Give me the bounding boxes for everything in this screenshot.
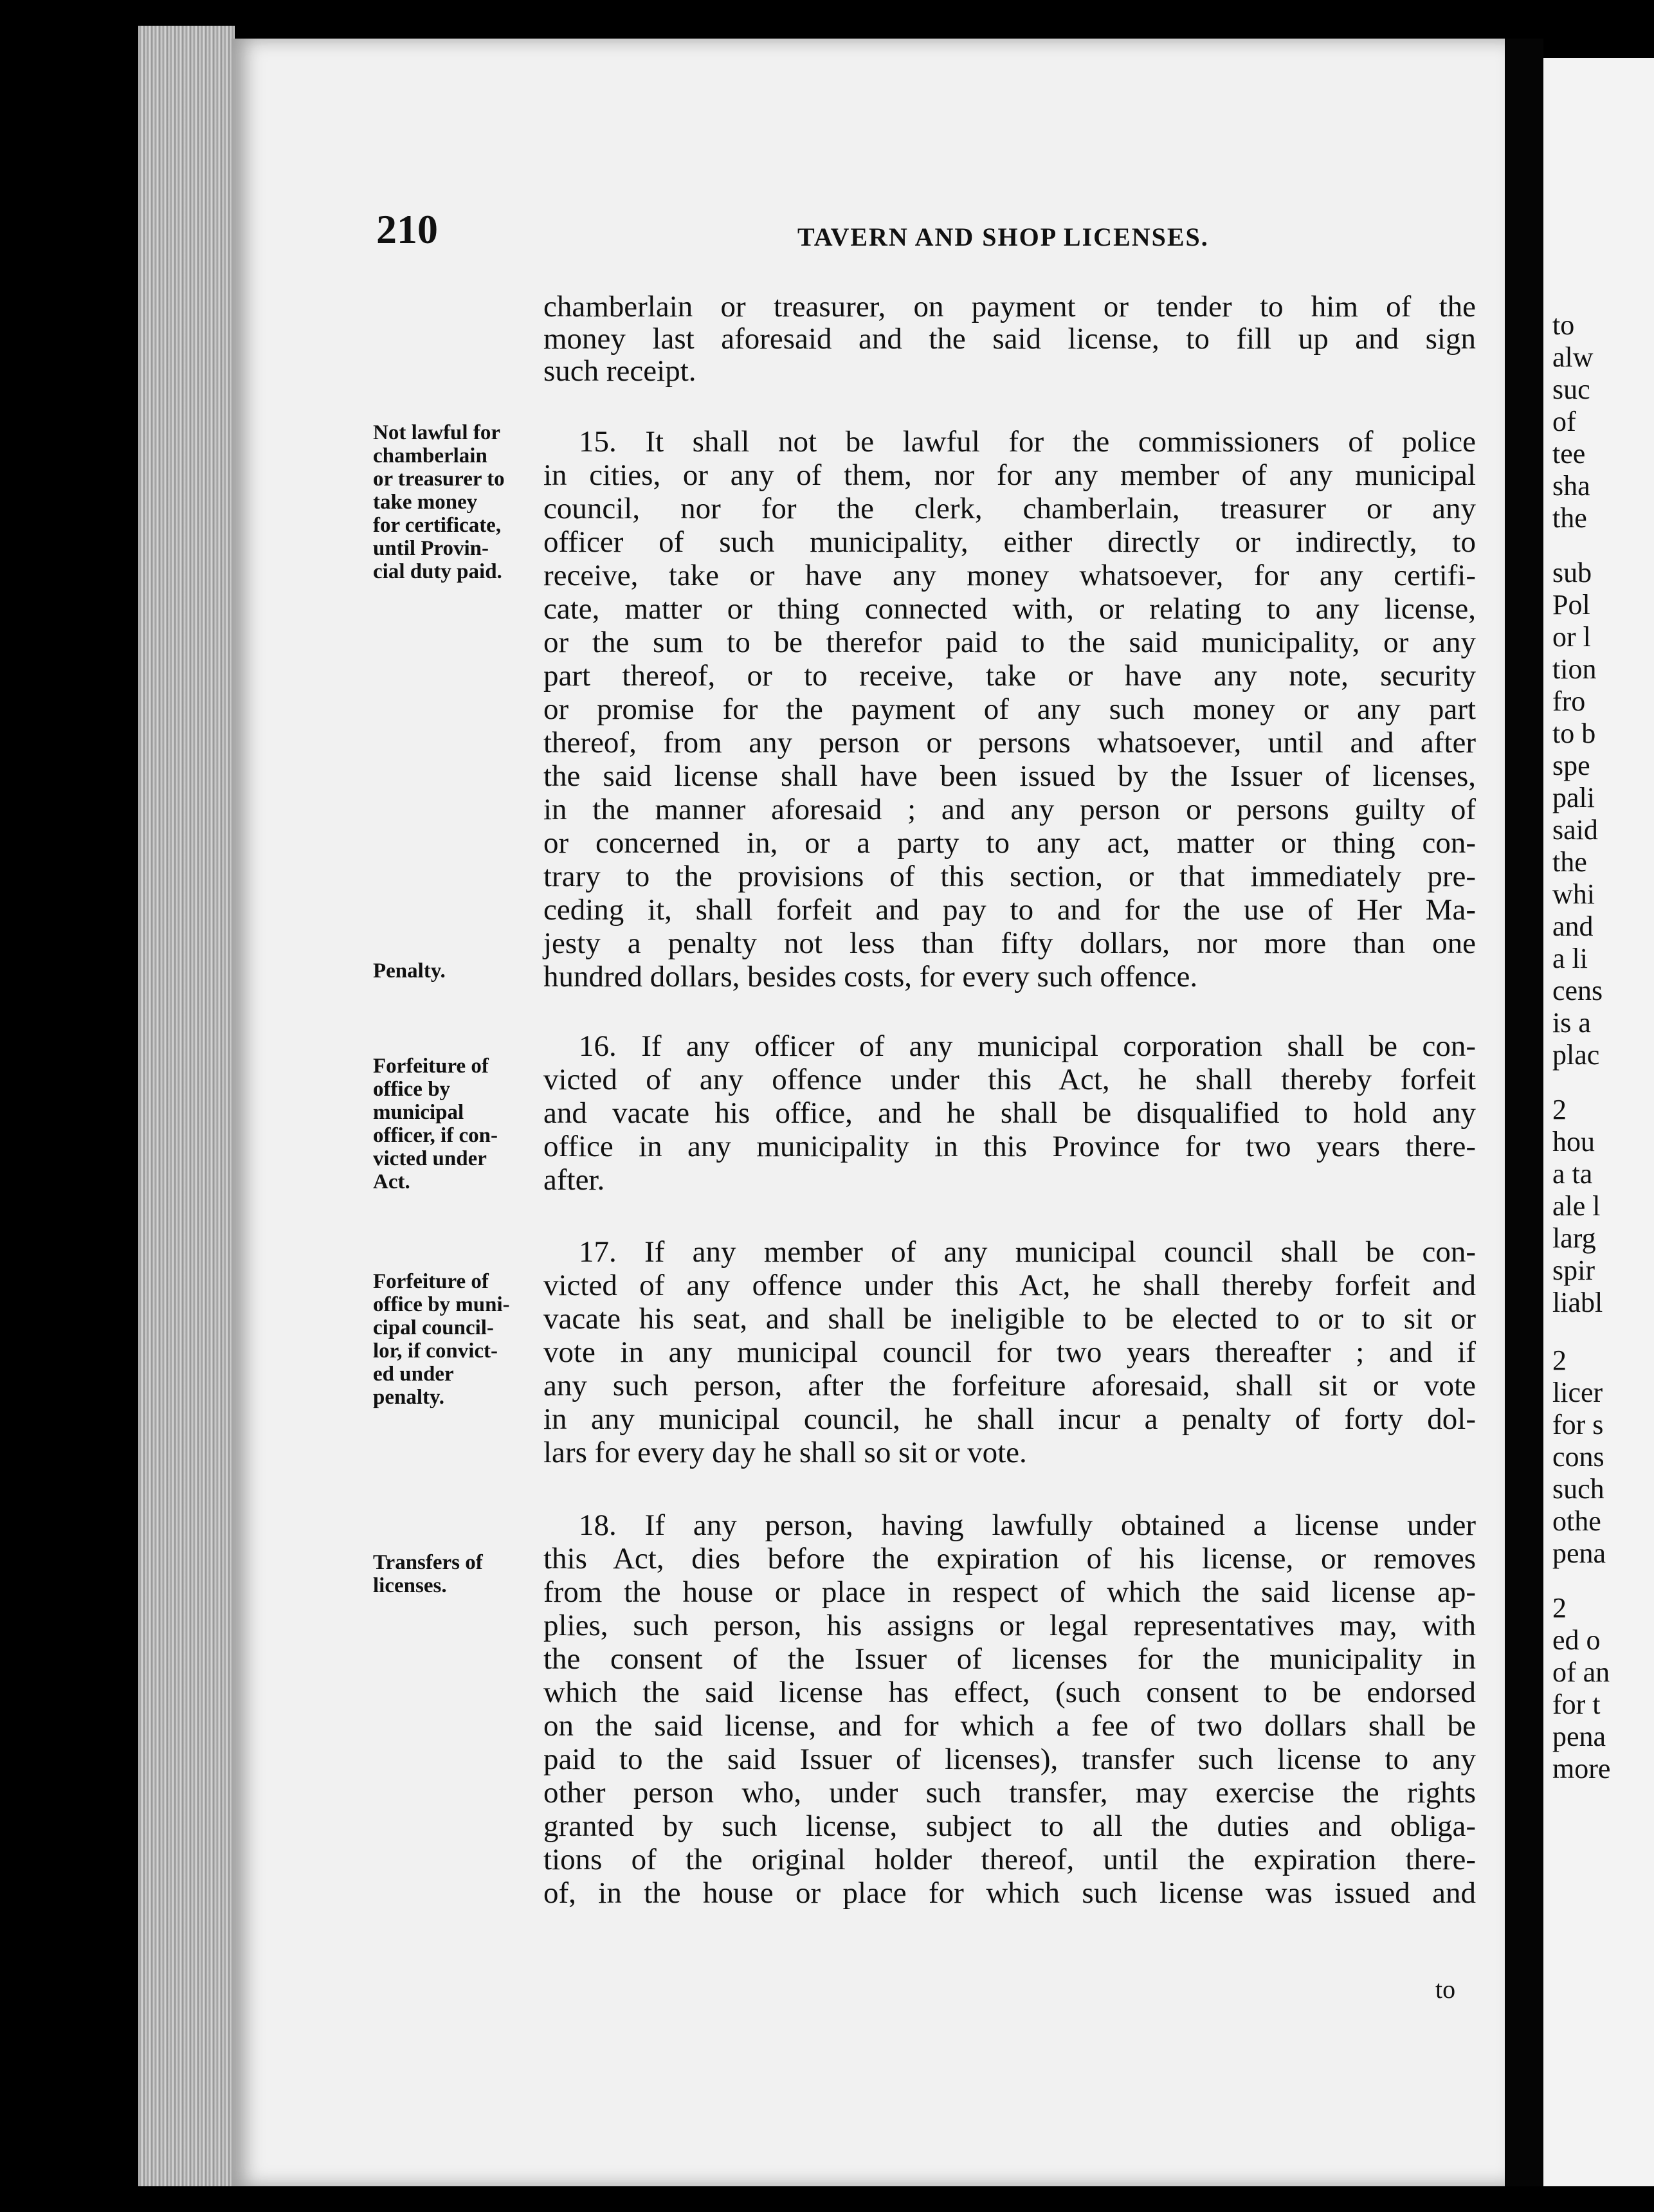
facing-page-text: hou xyxy=(1552,1126,1595,1157)
facing-page-fragment xyxy=(1543,58,1654,2186)
text-line: from the house or place in respect of which the said license ap- xyxy=(543,1575,1476,1609)
facing-page-text: and xyxy=(1552,911,1594,942)
side-note-forfeiture-officer: Forfeiture of office by municipal officer, if con- victed under Act. xyxy=(373,1055,498,1193)
text-line: plies, such person, his assigns or legal representatives may, with xyxy=(543,1609,1476,1642)
text-line: part thereof, or to receive, take or have any note, security xyxy=(543,659,1476,693)
text-line: vote in any municipal council for two years thereafter ; and if xyxy=(543,1336,1476,1369)
facing-page-text: pena xyxy=(1552,1721,1606,1752)
facing-page-text: for s xyxy=(1552,1409,1604,1440)
facing-page-text: spe xyxy=(1552,750,1590,781)
facing-page-text: 2 xyxy=(1552,1345,1567,1376)
facing-page-text: or l xyxy=(1552,621,1591,653)
facing-page-text: fro xyxy=(1552,685,1586,717)
facing-page-text: 2 xyxy=(1552,1592,1567,1624)
facing-page-text: Pol xyxy=(1552,589,1590,621)
facing-page-text: of an xyxy=(1552,1656,1610,1688)
facing-page-text: suc xyxy=(1552,374,1590,405)
text-line: or promise for the payment of any such money or any part xyxy=(543,693,1476,726)
text-line: other person who, under such transfer, may exercise the rights xyxy=(543,1776,1476,1809)
text-line: council, nor for the clerk, chamberlain, treasurer or any xyxy=(543,492,1476,525)
text-line: cate, matter or thing connected with, or relating to any license, xyxy=(543,592,1476,626)
text-line: 16. If any officer of any municipal corporation shall be con- xyxy=(579,1029,1476,1063)
facing-page-text: tee xyxy=(1552,438,1586,469)
text-line: in the manner aforesaid ; and any person or persons guilty of xyxy=(543,793,1476,826)
text-line: chamberlain or treasurer, on payment or tender to him of the xyxy=(543,290,1476,323)
facing-page-text: sub xyxy=(1552,557,1592,588)
facing-page-text: is a xyxy=(1552,1007,1591,1038)
facing-page-text: othe xyxy=(1552,1505,1601,1537)
text-line: which the said license has effect, (such consent to be endorsed xyxy=(543,1676,1476,1709)
text-line: the consent of the Issuer of licenses for the municipality in xyxy=(543,1642,1476,1676)
facing-page-text: ale l xyxy=(1552,1190,1601,1222)
text-line: 17. If any member of any municipal council shall be con- xyxy=(579,1235,1476,1269)
text-line: or concerned in, or a party to any act, matter or thing con- xyxy=(543,826,1476,860)
text-line: receive, take or have any money whatsoever, for any certifi- xyxy=(543,559,1476,592)
facing-page-text: spir xyxy=(1552,1255,1595,1286)
text-line: or the sum to be therefor paid to the said municipality, or any xyxy=(543,626,1476,659)
text-line: and vacate his office, and he shall be disqualified to hold any xyxy=(543,1096,1476,1130)
facing-page-text: cens xyxy=(1552,975,1603,1006)
facing-page-text: cons xyxy=(1552,1441,1604,1473)
facing-page-text: such xyxy=(1552,1473,1604,1505)
facing-page-text: more xyxy=(1552,1753,1611,1784)
text-line: in cities, or any of them, nor for any member of any municipal xyxy=(543,458,1476,492)
text-line: tions of the original holder thereof, until the expiration there- xyxy=(543,1843,1476,1876)
side-note-penalty: Penalty. xyxy=(373,959,446,983)
running-head: TAVERN AND SHOP LICENSES. xyxy=(797,222,1209,251)
side-note-transfers: Transfers of licenses. xyxy=(373,1551,483,1597)
book-gutter xyxy=(1505,39,1543,2186)
text-line: ceding it, shall forfeit and pay to and for the use of Her Ma- xyxy=(543,893,1476,927)
facing-page-text: plac xyxy=(1552,1039,1600,1071)
facing-page-text: sha xyxy=(1552,470,1590,502)
facing-page-text: 2 xyxy=(1552,1094,1567,1125)
facing-page-text: ed o xyxy=(1552,1624,1601,1656)
facing-page-text: alw xyxy=(1552,341,1594,373)
text-line: after. xyxy=(543,1163,605,1197)
text-line: vacate his seat, and shall be ineligible to be elected to or to sit or xyxy=(543,1302,1476,1336)
facing-page-text: for t xyxy=(1552,1689,1601,1720)
text-line: victed of any offence under this Act, he shall thereby forfeit and xyxy=(543,1269,1476,1302)
facing-page-text: the xyxy=(1552,846,1587,878)
facing-page-text: liabl xyxy=(1552,1287,1603,1318)
text-line: hundred dollars, besides costs, for every such offence. xyxy=(543,960,1198,993)
facing-page-text: whi xyxy=(1552,878,1595,910)
facing-page-text: of xyxy=(1552,406,1576,437)
facing-page-text: larg xyxy=(1552,1222,1596,1254)
facing-page-text: a ta xyxy=(1552,1158,1593,1190)
facing-page-text: to b xyxy=(1552,718,1596,749)
facing-page-text: the xyxy=(1552,502,1587,534)
text-line: jesty a penalty not less than fifty dollars, nor more than one xyxy=(543,927,1476,960)
text-line: lars for every day he shall so sit or vote. xyxy=(543,1436,1027,1469)
catchword: to xyxy=(1435,1975,1456,2004)
text-line: the said license shall have been issued by the Issuer of licenses, xyxy=(543,759,1476,793)
facing-page-text: licer xyxy=(1552,1377,1603,1408)
text-line: this Act, dies before the expiration of his license, or removes xyxy=(543,1542,1476,1575)
side-note-forfeiture-councillor: Forfeiture of office by muni- cipal council- lor, if convict- ed under penalty. xyxy=(373,1270,510,1409)
page-edge xyxy=(138,26,235,2186)
text-line: paid to the said Issuer of licenses), transfer such license to any xyxy=(543,1743,1476,1776)
text-line: office in any municipality in this Province for two years there- xyxy=(543,1130,1476,1163)
text-line: 18. If any person, having lawfully obtained a license under xyxy=(579,1509,1476,1542)
side-note-not-lawful: Not lawful for chamberlain or treasurer to take money for certificate, until Provin- cial duty paid. xyxy=(373,421,505,583)
text-line: 15. It shall not be lawful for the commissioners of police xyxy=(579,425,1476,458)
text-line: such receipt. xyxy=(543,354,696,388)
page-number: 210 xyxy=(376,206,438,252)
facing-page-text: pali xyxy=(1552,782,1595,813)
facing-page-text: to xyxy=(1552,309,1575,341)
facing-page-text: pena xyxy=(1552,1537,1606,1569)
facing-page-text: a li xyxy=(1552,943,1588,974)
text-line: of, in the house or place for which such license was issued and xyxy=(543,1876,1476,1910)
text-line: trary to the provisions of this section, or that immediately pre- xyxy=(543,860,1476,893)
text-line: in any municipal council, he shall incur a penalty of forty dol- xyxy=(543,1402,1476,1436)
text-line: granted by such license, subject to all the duties and obliga- xyxy=(543,1809,1476,1843)
text-line: victed of any offence under this Act, he shall thereby forfeit xyxy=(543,1063,1476,1096)
facing-page-text: said xyxy=(1552,814,1598,846)
text-line: any such person, after the forfeiture aforesaid, shall sit or vote xyxy=(543,1369,1476,1402)
text-line: on the said license, and for which a fee of two dollars shall be xyxy=(543,1709,1476,1743)
text-line: money last aforesaid and the said license, to fill up and sign xyxy=(543,322,1476,356)
text-line: thereof, from any person or persons whatsoever, until and after xyxy=(543,726,1476,759)
text-line: officer of such municipality, either directly or indirectly, to xyxy=(543,525,1476,559)
facing-page-text: tion xyxy=(1552,653,1597,685)
